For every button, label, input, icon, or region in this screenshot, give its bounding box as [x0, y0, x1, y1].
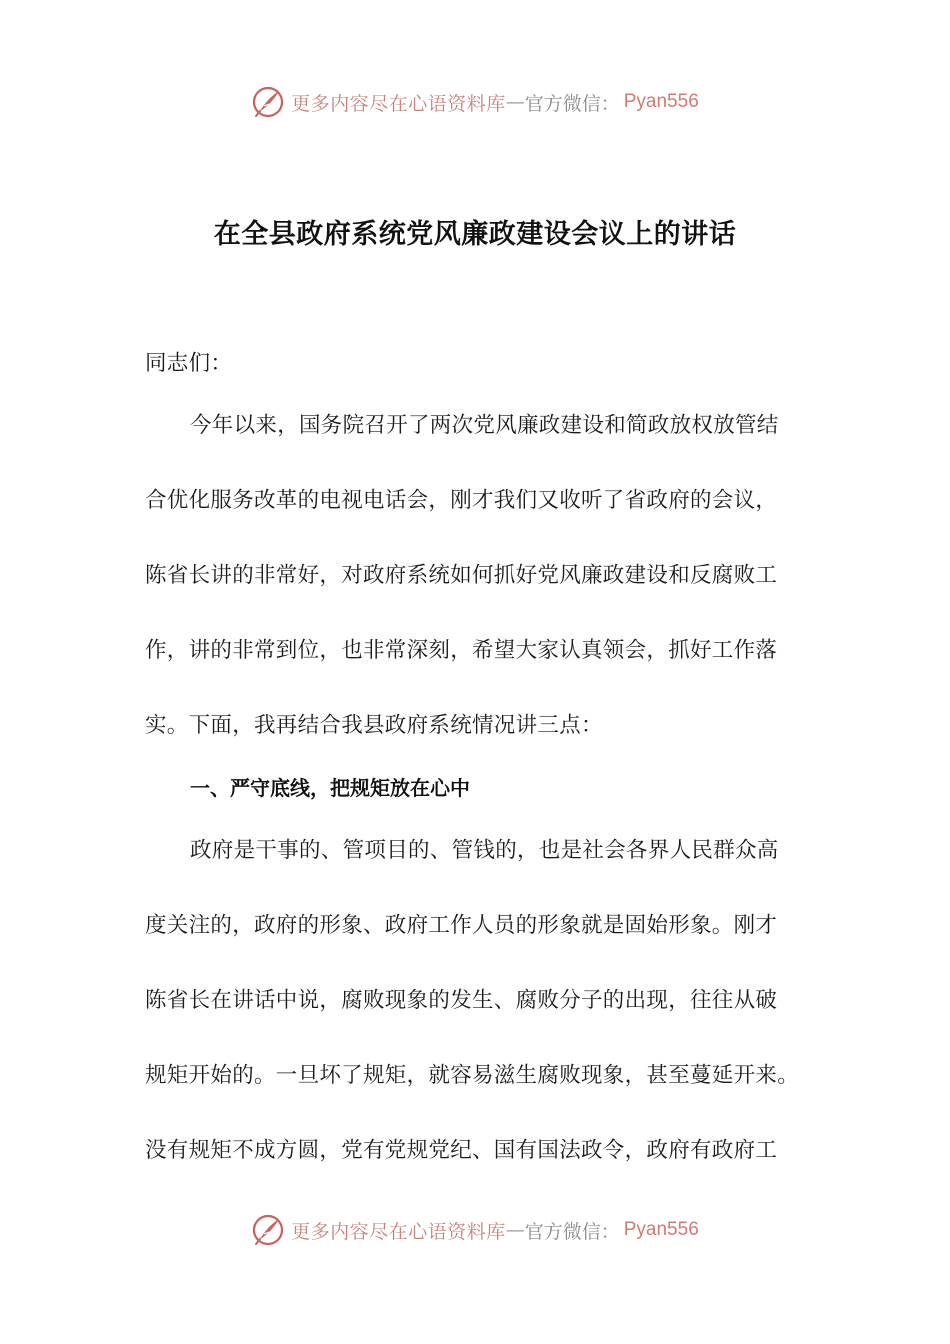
banner-wechat-label: 官方微信：: [524, 1220, 620, 1243]
paragraph-line: 规矩开始的。一旦坏了规矩，就容易滋生腐败现象，甚至蔓延开来。: [145, 1063, 800, 1088]
banner-wechat-id: Pyan556: [623, 1219, 699, 1240]
paragraph-line: 今年以来，国务院召开了两次党风廉政建设和简政放权放管结: [190, 413, 779, 438]
paragraph-line: 政府是干事的、管项目的、管钱的，也是社会各界人民群众高: [190, 838, 779, 863]
paragraph-line: 合优化服务改革的电视电话会，刚才我们又收听了省政府的会议，: [145, 488, 778, 513]
section-heading: 一、严守底线，把规矩放在心中: [190, 776, 470, 800]
feather-pen-logo-icon: [251, 1213, 285, 1247]
banner-separator: —: [505, 1219, 525, 1241]
banner-separator: —: [505, 91, 525, 113]
feather-pen-logo-icon: [251, 85, 285, 119]
banner-text: 更多内容尽在心语资料库: [291, 1220, 506, 1243]
banner-text: 更多内容尽在心语资料库: [291, 92, 506, 115]
header-banner: [0, 82, 950, 122]
banner-wechat-label: 官方微信：: [524, 92, 620, 115]
paragraph-line: 没有规矩不成方圆，党有党规党纪、国有国法政令，政府有政府工: [145, 1138, 778, 1163]
paragraph-line: 陈省长在讲话中说，腐败现象的发生、腐败分子的出现，往往从破: [145, 988, 778, 1013]
document-title: 在全县政府系统党风廉政建设会议上的讲话: [213, 219, 737, 250]
paragraph-line: 作，讲的非常到位，也非常深刻，希望大家认真领会，抓好工作落: [145, 638, 778, 663]
footer-banner: [0, 1210, 950, 1250]
paragraph-line: 实。下面，我再结合我县政府系统情况讲三点：: [145, 713, 603, 738]
salutation: 同志们：: [145, 351, 233, 376]
paragraph-line: 度关注的，政府的形象、政府工作人员的形象就是固始形象。刚才: [145, 913, 778, 938]
banner-wechat-id: Pyan556: [623, 91, 699, 112]
paragraph-line: 陈省长讲的非常好，对政府系统如何抓好党风廉政建设和反腐败工: [145, 563, 778, 588]
